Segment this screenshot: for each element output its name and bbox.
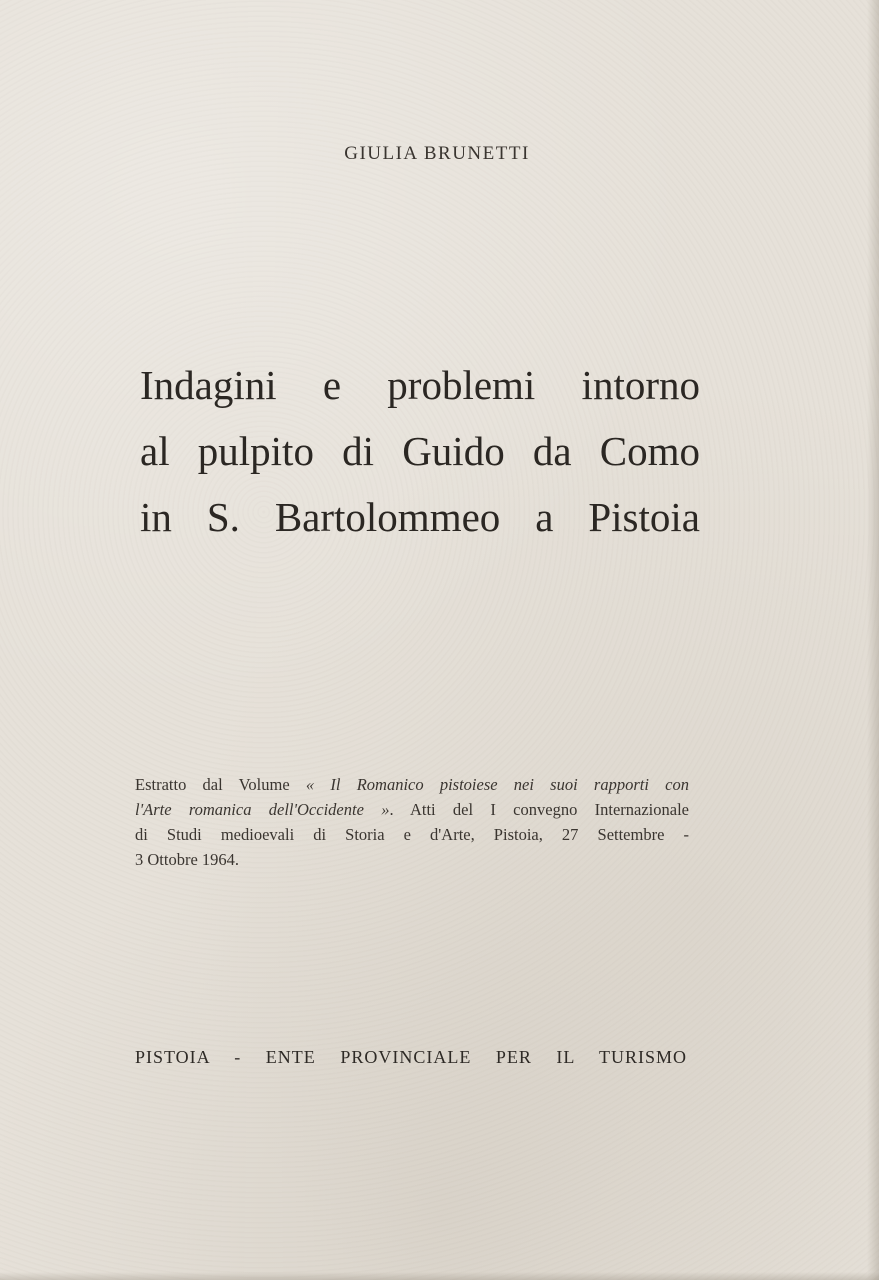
document-title [140, 352, 700, 550]
title-line-2: al pulpito di Guido da Como [140, 428, 700, 474]
author-name: GIULIA BRUNETTI [344, 143, 530, 164]
page-edge-shadow [867, 0, 879, 1280]
volume-title-part-2: l'Arte romanica dell'Occidente » [135, 800, 390, 819]
excerpt-note [135, 772, 689, 872]
page-bottom-edge [0, 1272, 879, 1280]
excerpt-line-4: 3 Ottobre 1964. [135, 850, 240, 869]
publisher-imprint: PISTOIA - ENTE PROVINCIALE PER IL TURISMO [135, 1047, 687, 1067]
title-line-1: Indagini e problemi intorno [140, 362, 700, 408]
excerpt-line-1 [135, 772, 689, 797]
excerpt-prefix: Estratto dal Volume [135, 775, 306, 794]
volume-title-part-1: « Il Romanico pistoiese nei suoi rapporti con [305, 775, 689, 794]
excerpt-conference: . Atti del I convegno Internazionale [389, 800, 689, 819]
excerpt-line-3: di Studi medioevali di Storia e d'Arte, Pistoia, 27 Settembre - [135, 825, 689, 844]
title-line-3: in S. Bartolommeo a Pistoia [140, 494, 700, 540]
excerpt-line-2 [135, 797, 689, 822]
